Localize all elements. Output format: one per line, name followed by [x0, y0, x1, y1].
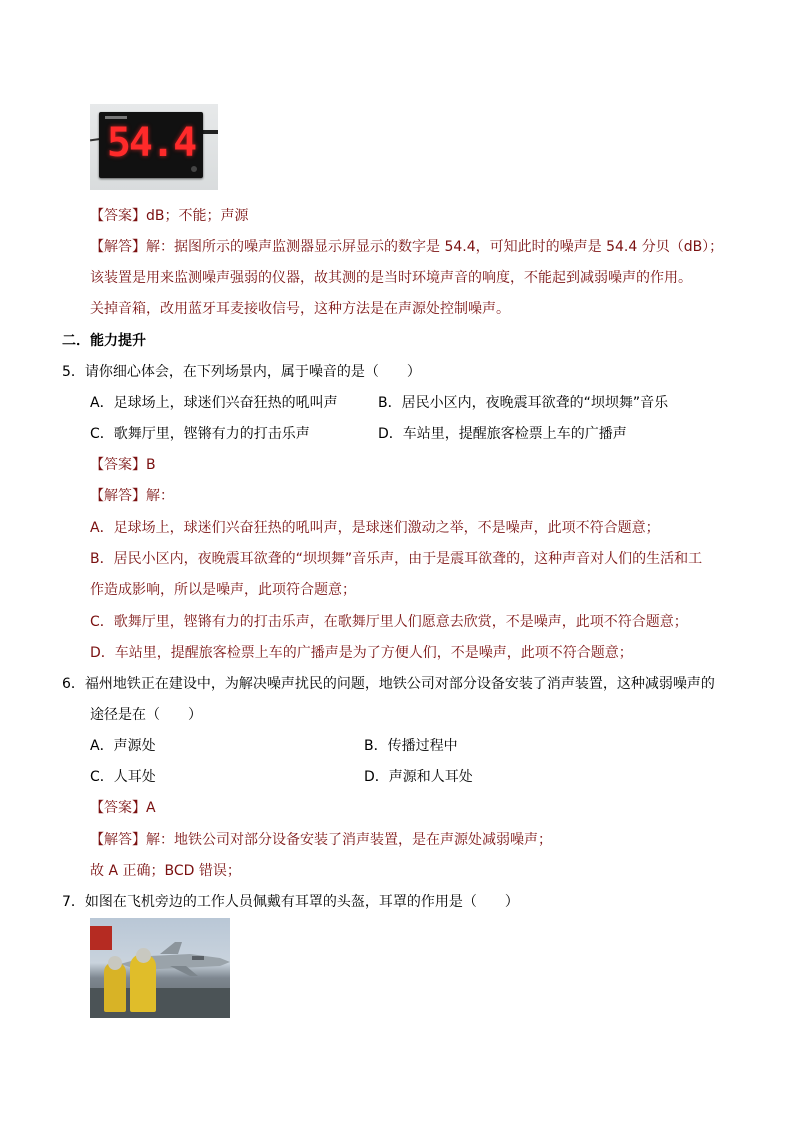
helmet-1: [108, 956, 122, 970]
q5-analysis-head: [90, 486, 174, 506]
q6-option-a: A．声源处: [90, 738, 156, 754]
helmet-2: [136, 948, 151, 963]
answer-text: A: [146, 800, 156, 816]
q5-answer: [90, 455, 156, 475]
q7-stem: 7．如图在飞机旁边的工作人员佩戴有耳罩的头盔，耳罩的作用是（ ）: [62, 894, 519, 910]
monitor-display: 54.4: [106, 120, 196, 166]
answer-text: B: [146, 457, 156, 473]
analysis-text: 解：地铁公司对部分设备安装了消声装置，是在声源处减弱噪声；: [146, 832, 552, 848]
brand-mark: [105, 116, 127, 119]
q5-analysis-line-4: C．歌舞厅里，铿锵有力的打击乐声，在歌舞厅里人们愿意去欣赏，不是噪声，此项不符合题意；: [90, 614, 688, 630]
answer-tag: 【答案】: [90, 457, 146, 473]
q6-option-d: D．声源和人耳处: [364, 769, 473, 785]
photo-detail: [90, 926, 112, 950]
q6-answer: [90, 798, 156, 818]
q5-stem: 5．请你细心体会，在下列场景内，属于噪音的是（ ）: [62, 364, 421, 380]
q6-analysis-line-1: [90, 830, 552, 850]
q6-option-b: B．传播过程中: [364, 738, 458, 754]
q6-stem-line-1: 6．福州地铁正在建设中，为解决噪声扰民的问题，地铁公司对部分设备安装了消声装置，这种减弱噪声的: [62, 676, 715, 692]
q5-analysis-line-1: A．足球场上，球迷们兴奋狂热的吼叫声，是球迷们激动之举，不是噪声，此项不符合题意；: [90, 520, 660, 536]
q5-option-a: A．足球场上，球迷们兴奋狂热的吼叫声: [90, 395, 338, 411]
analysis-text: 解：据图所示的噪声监测器显示屏显示的数字是 54.4，可知此时的噪声是 54.4 分贝（dB）；: [146, 239, 724, 255]
noise-monitor-image: [90, 104, 218, 190]
carrier-deck-crew-photo: [90, 918, 230, 1018]
monitor-knob: [191, 166, 197, 172]
q4-answer: [90, 206, 249, 226]
q6-stem-line-2: 途径是在（ ）: [90, 707, 202, 723]
monitor-body: [99, 112, 203, 178]
q5-analysis-line-2: B．居民小区内，夜晚震耳欲聋的“坝坝舞”音乐声，由于是震耳欲聋的，这种声音对人们的生活和工: [90, 551, 703, 567]
q4-analysis-line-2: 该装置是用来监测噪声强弱的仪器，故其测的是当时环境声音的响度，不能起到减弱噪声的作用。: [90, 270, 692, 286]
q5-analysis-line-5: D．车站里，提醒旅客检票上车的广播声是为了方便人们，不是噪声，此项不符合题意；: [90, 645, 633, 661]
answer-tag: 【答案】: [90, 208, 146, 224]
answer-tag: 【答案】: [90, 800, 146, 816]
q5-option-d: D．车站里，提醒旅客检票上车的广播声: [378, 426, 627, 442]
answer-text: dB；不能；声源: [146, 208, 249, 224]
section-title: 二．能力提升: [62, 333, 146, 349]
analysis-text: 解：: [146, 488, 174, 504]
analysis-tag: 【解答】: [90, 488, 146, 504]
q4-analysis-line-1: [90, 237, 723, 257]
analysis-tag: 【解答】: [90, 239, 146, 255]
q6-option-c: C．人耳处: [90, 769, 156, 785]
q6-analysis-line-2: 故 A 正确；BCD 错误；: [90, 863, 241, 879]
q5-option-c: C．歌舞厅里，铿锵有力的打击乐声: [90, 426, 310, 442]
q4-analysis-line-3: 关掉音箱，改用蓝牙耳麦接收信号，这种方法是在声源处控制噪声。: [90, 301, 510, 317]
q5-option-b: B．居民小区内，夜晚震耳欲聋的“坝坝舞”音乐: [378, 395, 669, 411]
analysis-tag: 【解答】: [90, 832, 146, 848]
q5-analysis-line-3: 作造成影响，所以是噪声，此项符合题意；: [90, 582, 356, 598]
